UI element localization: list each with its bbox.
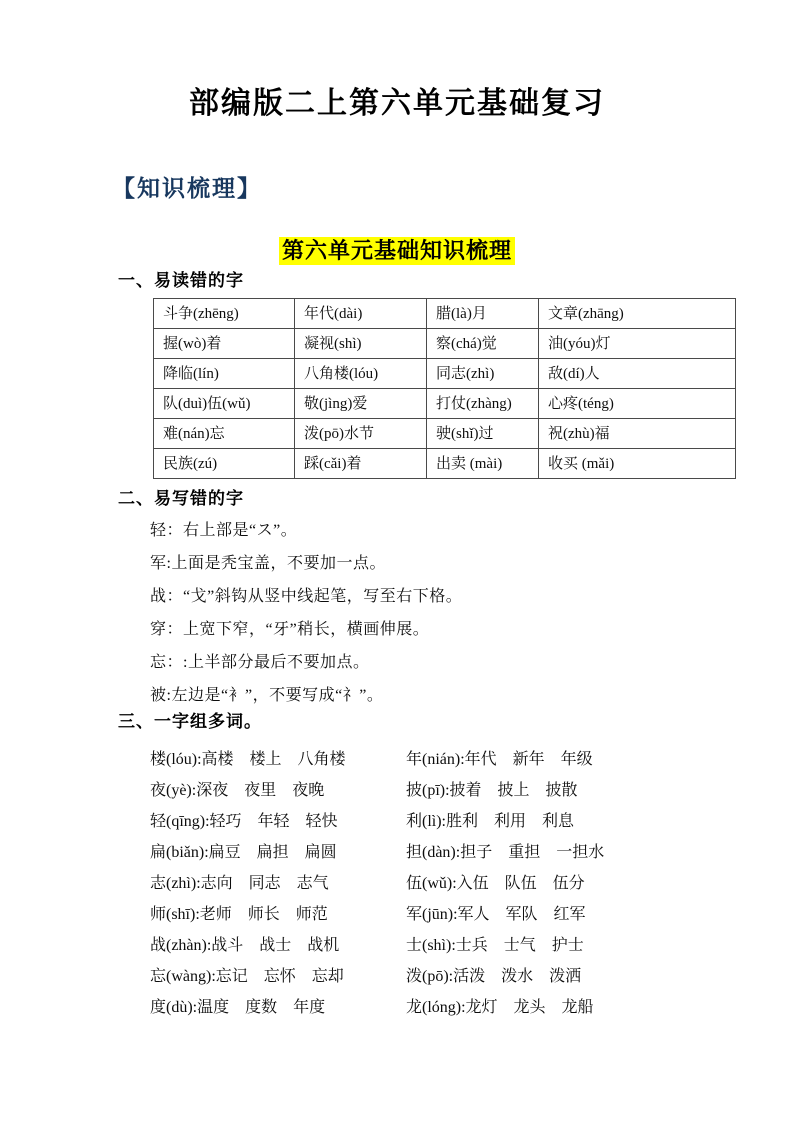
misread-table-cell: 文章(zhāng)	[539, 299, 736, 329]
word-group-right: 担(dàn):担子 重担 一担水	[406, 844, 605, 861]
misread-table-cell: 凝视(shì)	[295, 329, 427, 359]
misread-table-cell: 油(yóu)灯	[539, 329, 736, 359]
word-group-right: 龙(lóng):龙灯 龙头 龙船	[406, 999, 594, 1016]
word-group-right: 士(shì):士兵 士气 护士	[406, 937, 584, 954]
misread-table-cell: 八角楼(lóu)	[295, 359, 427, 389]
word-group-left: 志(zhì):志向 同志 志气	[150, 875, 329, 892]
misread-table-cell: 踩(cǎi)着	[295, 449, 427, 479]
misread-table-cell: 察(chá)觉	[427, 329, 539, 359]
misread-table-cell: 驶(shǐ)过	[427, 419, 539, 449]
word-group-row	[150, 742, 794, 773]
word-group-right: 军(jūn):军人 军队 红军	[406, 906, 586, 923]
misread-table-cell: 队(duì)伍(wǔ)	[154, 389, 295, 419]
word-group-row	[150, 897, 794, 928]
misread-table-cell: 出卖 (mài)	[427, 449, 539, 479]
misread-table-cell: 祝(zhù)福	[539, 419, 736, 449]
subtitle-row	[0, 237, 794, 265]
misread-table-cell: 敌(dí)人	[539, 359, 736, 389]
knowledge-review-tag: 【知识梳理】	[112, 176, 262, 201]
miswrite-note-line: 忘：:上半部分最后不要加点。	[150, 654, 370, 671]
miswrite-note-line: 被:左边是“衤”，不要写成“礻”。	[150, 687, 384, 704]
misread-table-row	[154, 389, 736, 419]
word-group-left: 度(dù):温度 度数 年度	[150, 999, 326, 1016]
word-group-left: 夜(yè):深夜 夜里 夜晚	[150, 782, 325, 799]
misread-words-table	[153, 298, 736, 479]
section-heading-misread: 一、易读错的字	[118, 271, 244, 290]
word-group-left: 师(shī):老师 师长 师范	[150, 906, 328, 923]
misread-table-cell: 民族(zú)	[154, 449, 295, 479]
misread-table-cell: 同志(zhì)	[427, 359, 539, 389]
word-groups-list	[150, 742, 794, 1021]
word-group-row	[150, 959, 794, 990]
word-group-row	[150, 990, 794, 1021]
misread-table-cell: 难(nán)忘	[154, 419, 295, 449]
word-group-left: 忘(wàng):忘记 忘怀 忘却	[150, 968, 344, 985]
misread-table-row	[154, 329, 736, 359]
miswrite-note-line: 战：“戈”斜钩从竖中线起笔，写至右下格。	[150, 588, 463, 605]
miswrite-note-line: 轻：右上部是“ス”。	[150, 522, 298, 539]
misread-table-cell: 年代(dài)	[295, 299, 427, 329]
miswrite-notes-list	[150, 512, 794, 710]
word-group-row	[150, 928, 794, 959]
word-group-left: 战(zhàn):战斗 战士 战机	[150, 937, 340, 954]
misread-table-body	[154, 299, 736, 479]
section-heading-miswrite: 二、易写错的字	[118, 489, 244, 508]
unit-subtitle-highlighted: 第六单元基础知识梳理	[279, 237, 515, 265]
misread-table-cell: 腊(là)月	[427, 299, 539, 329]
misread-table-cell: 打仗(zhàng)	[427, 389, 539, 419]
misread-table-row	[154, 449, 736, 479]
word-group-right: 泼(pō):活泼 泼水 泼洒	[406, 968, 582, 985]
document-title: 部编版二上第六单元基础复习	[189, 87, 605, 120]
word-group-right: 年(nián):年代 新年 年级	[406, 751, 593, 768]
word-group-left: 楼(lóu):高楼 楼上 八角楼	[150, 751, 346, 768]
misread-table-cell: 握(wò)着	[154, 329, 295, 359]
word-group-right: 伍(wǔ):入伍 队伍 伍分	[406, 875, 585, 892]
word-group-left: 轻(qīng):轻巧 年轻 轻快	[150, 813, 338, 830]
word-group-row	[150, 866, 794, 897]
word-group-row	[150, 804, 794, 835]
word-group-left: 扁(biǎn):扁豆 扁担 扁圆	[150, 844, 337, 861]
miswrite-note-line: 军:上面是秃宝盖，不要加一点。	[150, 555, 386, 572]
misread-table-row	[154, 359, 736, 389]
misread-table-cell: 收买 (mǎi)	[539, 449, 736, 479]
miswrite-note-line: 穿：上宽下窄，“牙”稍长，横画伸展。	[150, 621, 430, 638]
word-group-right: 披(pī):披着 披上 披散	[406, 782, 578, 799]
misread-table-cell: 斗争(zhēng)	[154, 299, 295, 329]
misread-table-cell: 泼(pō)水节	[295, 419, 427, 449]
word-group-row	[150, 773, 794, 804]
word-group-right: 利(lì):胜利 利用 利息	[406, 813, 574, 830]
word-group-row	[150, 835, 794, 866]
misread-table-row	[154, 299, 736, 329]
misread-table-cell: 敬(jìng)爱	[295, 389, 427, 419]
section-heading-word-groups: 三、一字组多词。	[118, 712, 262, 731]
misread-table-cell: 降临(lín)	[154, 359, 295, 389]
misread-table-cell: 心疼(téng)	[539, 389, 736, 419]
misread-table-row	[154, 419, 736, 449]
